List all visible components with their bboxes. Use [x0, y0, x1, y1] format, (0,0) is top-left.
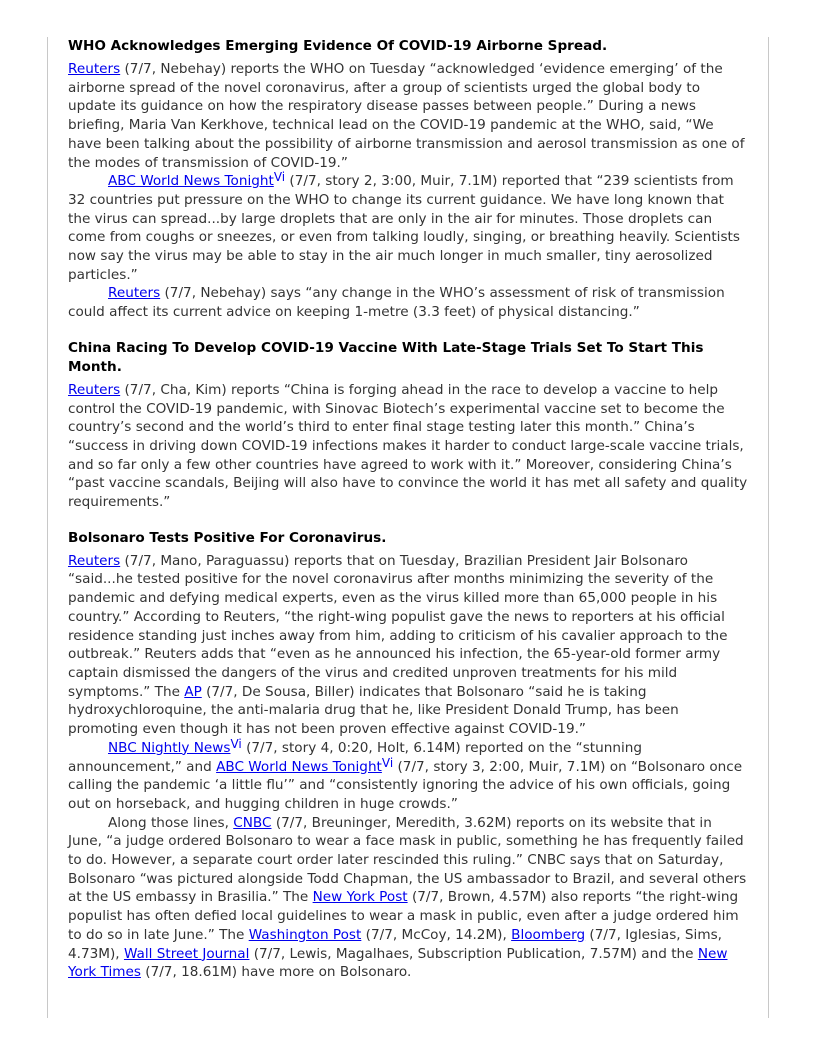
source-link[interactable]: Washington Post — [248, 926, 362, 943]
body-text: (7/7, Breuninger, Meredith, 3.62M) reports on its website that in June, “a judge ordered Bolsonaro to wear a face mask in public, something he has frequently failed to do. However, a separate court order later rescinded this ruling.” CNBC says that on Saturday, Bolsonaro “was pictured alongside Todd Chapman, the US ambassador to Brazil, and several others at the US embassy in Brasilia.” The — [68, 814, 747, 906]
story-headline: WHO Acknowledges Emerging Evidence Of COVID-19 Airborne Spread. — [68, 38, 608, 54]
source-link[interactable]: Bloomberg — [511, 926, 586, 943]
body-text: (7/7, story 4, 0:20, Holt, 6.14M) reported on the “stunning announcement,” and — [68, 739, 642, 775]
source-link[interactable]: AP — [184, 683, 202, 700]
body-text: (7/7, story 3, 2:00, Muir, 7.1M) on “Bolsonaro once calling the pandemic ‘a little flu’” and “consistently ignoring the advice of his own officials, going out on horseback, and hugging children in huge crowds.” — [68, 758, 743, 812]
story-paragraph — [68, 284, 750, 321]
source-link[interactable]: Reuters — [68, 61, 121, 77]
source-link[interactable]: ABC World News Tonight — [108, 173, 274, 190]
source-link[interactable]: Reuters — [68, 381, 121, 398]
source-link[interactable]: Wall Street Journal — [123, 945, 250, 962]
story-paragraph — [68, 381, 750, 512]
source-link[interactable]: New York Times — [68, 945, 728, 981]
story-2 — [68, 339, 750, 512]
story-1 — [68, 37, 750, 322]
story-paragraph — [68, 60, 750, 172]
story-paragraph — [68, 814, 750, 982]
source-link[interactable]: ABC World News Tonight — [216, 758, 382, 775]
body-text: Along those lines, — [108, 814, 234, 831]
story-paragraph — [68, 172, 750, 284]
body-text: (7/7, story 2, 3:00, Muir, 7.1M) reported that “239 scientists from 32 countries put pressure on the WHO to change its current guidance. We have long known that the virus can spread...by large droplets that are only in the air for minutes. Those droplets can come from coughs or sneezes, or even from talking loudly, singing, or breathing heavily. Scientists now say the virus may be able to stay in the air much longer in much smaller, tiny aerosolized particles.” — [68, 173, 740, 283]
body-text: (7/7, Brown, 4.57M) also reports “the right-wing populist has often defied local guidelines to wear a mask in public, even after a judge ordered him to do so in late June.” The — [68, 889, 739, 943]
story-headline: China Racing To Develop COVID-19 Vaccine With Late-Stage Trials Set To Start This Month. — [68, 339, 704, 375]
video-icon[interactable]: Vi — [230, 736, 242, 751]
body-text: (7/7, Nebehay) reports the WHO on Tuesday “acknowledged ‘evidence emerging’ of the airborne spread of the novel coronavirus, after a group of scientists urged the global body to update its guidance on how the respiratory disease passes between people.” During a news briefing, Maria Van Kerkhove, technical lead on the COVID-19 pandemic at the WHO, said, “We have been talking about the possibility of airborne transmission and aerosol transmission as one of the modes of transmission of COVID-19.” — [68, 61, 745, 171]
body-text: (7/7, Nebehay) says “any change in the WHO’s assessment of risk of transmission could affect its current advice on keeping 1-metre (3.3 feet) of physical distancing.” — [68, 285, 725, 321]
source-link[interactable]: CNBC — [233, 814, 272, 831]
body-text: (7/7, Mano, Paraguassu) reports that on Tuesday, Brazilian President Jair Bolsonaro “said...he tested positive for the novel coronavirus after months minimizing the severity of the pandemic and defying medical experts, even as the virus killed more than 65,000 people in his country.” According to Reuters, “the right-wing populist gave the news to reporters at his official residence standing just inches away from him, adding to criticism of his cavalier approach to the outbreak.” Reuters adds that “even as he announced his infection, the 65-year-old former army captain dismissed the dangers of the virus and credited unproven treatments for his mild symptoms.” The — [68, 552, 728, 700]
left-margin-rule — [47, 37, 48, 1018]
video-icon[interactable]: Vi — [273, 170, 286, 185]
body-text: (7/7, Iglesias, Sims, 4.73M), — [68, 926, 722, 962]
story-3 — [68, 529, 750, 982]
body-text: (7/7, Lewis, Magalhaes, Subscription Publication, 7.57M) and the — [249, 945, 698, 962]
story-paragraph — [68, 552, 750, 739]
story-headline: Bolsonaro Tests Positive For Coronavirus. — [68, 529, 387, 546]
body-text: (7/7, McCoy, 14.2M), — [361, 926, 512, 943]
story-paragraph — [68, 736, 750, 814]
source-link[interactable]: NBC Nightly News — [108, 739, 231, 756]
source-link[interactable]: Reuters — [68, 552, 121, 569]
source-link[interactable]: Reuters — [108, 285, 161, 302]
video-icon[interactable]: Vi — [381, 755, 394, 770]
body-text: (7/7, 18.61M) have more on Bolsonaro. — [140, 964, 412, 981]
body-text: (7/7, De Sousa, Biller) indicates that Bolsonaro “said he is taking hydroxychloroquine, the anti-malaria drug that he, like President Donald Trump, has been promoting even though it has not been proven effective against COVID-19.” — [68, 683, 679, 738]
source-link[interactable]: New York Post — [312, 889, 408, 906]
right-margin-rule — [768, 37, 769, 1018]
body-text: (7/7, Cha, Kim) reports “China is forging ahead in the race to develop a vaccine to help control the COVID-19 pandemic, with Sinovac Biotech’s experimental vaccine set to become the country’s second and the world’s third to enter final stage testing later this month.” China’s “success in driving down COVID-19 infections makes it harder to conduct large-scale vaccine trials, and so far only a few other countries have agreed to work with it.” Moreover, considering China’s “past vaccine scandals, Beijing will also have to convince the world it has met all safety and quality requirements.” — [68, 381, 748, 511]
newsletter-body — [68, 37, 750, 999]
